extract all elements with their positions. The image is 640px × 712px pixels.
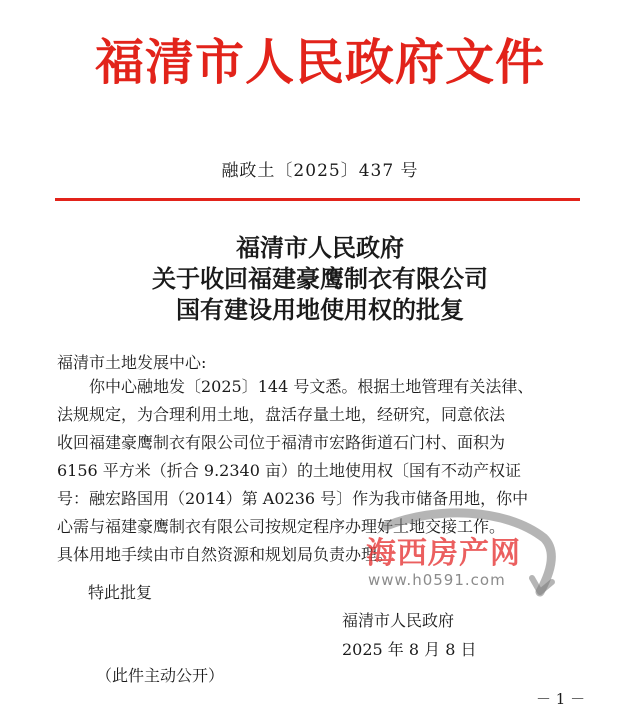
page-number: － 1 － [536, 690, 586, 708]
signature-organization: 福清市人民政府 [342, 611, 455, 630]
signature-date: 2025 年 8 月 8 日 [342, 640, 477, 659]
title-line: 国有建设用地使用权的批复 [176, 295, 464, 324]
body-paragraph [57, 373, 585, 569]
body-line: 你中心融地发〔2025〕144 号文悉。根据土地管理有关法律、 [57, 377, 534, 396]
document-number: 融政土〔2025〕437 号 [221, 161, 419, 181]
document-header-title: 福清市人民政府文件 [94, 33, 545, 91]
body-line: 6156 平方米（折合 9.2340 亩）的土地使用权〔国有不动产权证 [57, 461, 521, 480]
red-divider-line [55, 198, 580, 201]
title-line: 关于收回福建豪鹰制衣有限公司 [152, 264, 488, 293]
body-line: 号：融宏路国用（2014）第 A0236 号〕作为我市储备用地，你中 [57, 489, 529, 508]
body-line: 心需与福建豪鹰制衣有限公司按规定程序办理好土地交接工作。 [57, 517, 506, 536]
body-line: 收回福建豪鹰制衣有限公司位于福清市宏路街道石门村、面积为 [57, 433, 506, 452]
closing-remark: 特此批复 [88, 583, 153, 602]
title-line: 福清市人民政府 [236, 233, 404, 262]
watermark-url: www.h0591.com [368, 571, 506, 589]
body-line: 法规规定，为合理利用土地，盘活存量土地，经研究，同意依法 [57, 405, 506, 424]
watermark-logo-text: 海西房产网 [366, 536, 521, 571]
body-line: 具体用地手续由市自然资源和规划局负责办理。 [57, 545, 394, 564]
disclosure-note: （此件主动公开） [96, 666, 225, 685]
document-title [0, 232, 640, 325]
addressee: 福清市土地发展中心: [57, 353, 207, 372]
